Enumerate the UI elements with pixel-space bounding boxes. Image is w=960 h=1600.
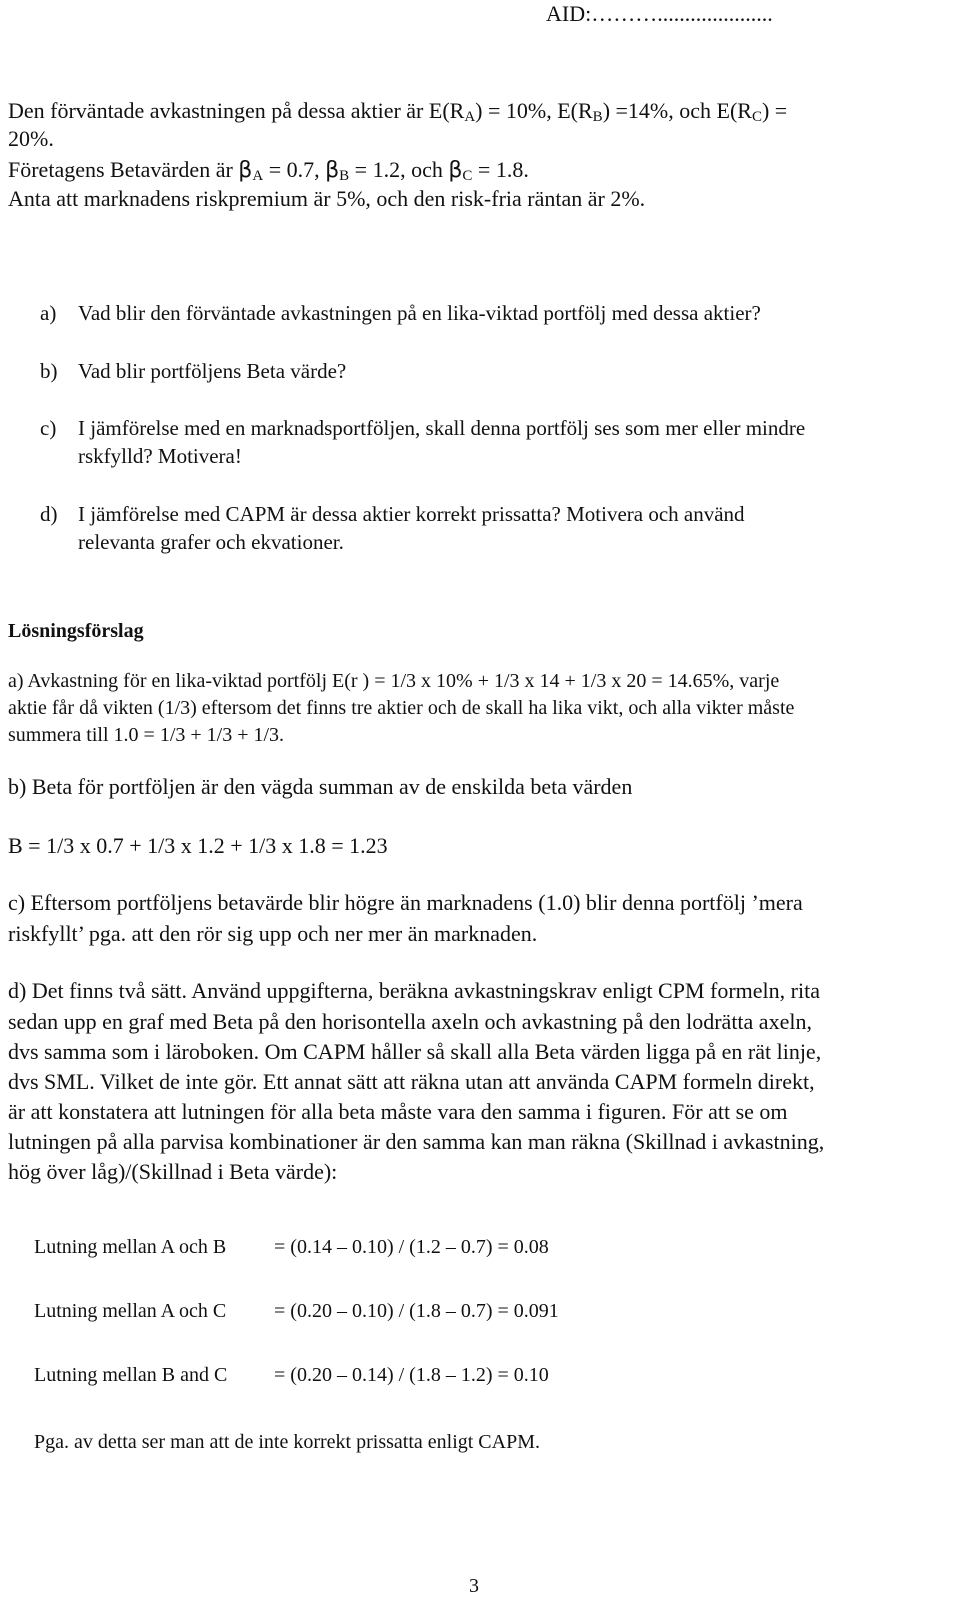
intro-line2: 20%.	[8, 126, 54, 151]
solution-d-line: d) Det finns två sätt. Använd uppgifterna, beräkna avkastningskrav enligt CPM formeln, rita	[8, 978, 820, 1003]
question-c-line2: rskfylld? Motivera!	[78, 444, 242, 468]
solution-a-line1: a) Avkastning för en lika-viktad portfölj E(r ) = 1/3 x 10% + 1/3 x 14 + 1/3 x 20 = 14.65%, varje	[8, 670, 780, 692]
solution-b-line1: b) Beta för portföljen är den vägda summan av de enskilda beta värden	[8, 774, 633, 799]
solution-c-line2: riskfyllt’ pga. att den rör sig upp och ner mer än marknaden.	[8, 921, 538, 946]
solution-b-formula: B = 1/3 x 0.7 + 1/3 x 1.2 + 1/3 x 1.8 = 1.23	[8, 833, 388, 858]
solution-heading: Lösningsförslag	[8, 620, 144, 642]
question-d-line2: relevanta grafer och ekvationer.	[78, 530, 344, 554]
solution-d-line: är att konstatera att lutningen för alla beta måste vara den samma i figuren. För att se om	[8, 1099, 788, 1124]
slope-a-c: Lutning mellan A och C = (0.20 – 0.10) / (1.8 – 0.7) = 0.091	[34, 1300, 559, 1322]
solution-d-line: lutningen på alla parvisa kombinationer är den samma kan man räkna (Skillnad i avkastning,	[8, 1129, 825, 1154]
question-d: d) I jämförelse med CAPM är dessa aktier korrekt prissatta? Motivera och använd	[40, 502, 745, 526]
question-c: c) I jämförelse med en marknadsportföljen, skall denna portfölj ses som mer eller mindre	[40, 416, 806, 440]
page-number: 3	[469, 1575, 479, 1597]
solution-d-line: dvs samma som i läroboken. Om CAPM håller så skall alla Beta värden ligga på en rät linje,	[8, 1039, 822, 1064]
solution-a-line2: aktie får då vikten (1/3) eftersom det finns tre aktier och de skall ha lika vikt, och alla vikter måste	[8, 697, 795, 719]
aid-header: AID:……….....................	[546, 1, 773, 26]
solution-conclusion: Pga. av detta ser man att de inte korrekt prissatta enligt CAPM.	[34, 1431, 540, 1453]
question-a: a) Vad blir den förväntade avkastningen på en lika-viktad portfölj med dessa aktier?	[40, 301, 761, 325]
intro-market-premium: Anta att marknadens riskpremium är 5%, och den risk-fria räntan är 2%.	[8, 186, 646, 211]
solution-d-line: sedan upp en graf med Beta på den horisontella axeln och avkastning på den lodrätta axeln,	[8, 1009, 812, 1034]
solution-a-line3: summera till 1.0 = 1/3 + 1/3 + 1/3.	[8, 724, 285, 746]
intro-expected-returns: Den förväntade avkastningen på dessa aktier är $E(R_A) = 10\%$, $E(R_B) =14\%$, och $E(R_C)$ =	[8, 98, 788, 125]
slope-a-b: Lutning mellan A och B = (0.14 – 0.10) / (1.2 – 0.7) = 0.08	[34, 1236, 549, 1258]
slope-b-c: Lutning mellan B and C = (0.20 – 0.14) / (1.8 – 1.2) = 0.10	[34, 1364, 549, 1386]
question-b: b) Vad blir portföljens Beta värde?	[40, 359, 347, 383]
intro-betas: Företagens Betavärden är $\beta_A = 0.7$, $\beta_B = 1.2$, och $\beta_C = 1.8$.	[8, 157, 529, 184]
solution-c-line1: c) Eftersom portföljens betavärde blir högre än marknadens (1.0) blir denna portfölj ’mera	[8, 890, 803, 915]
solution-d-line: dvs SML. Vilket de inte gör. Ett annat sätt att räkna utan att använda CAPM formeln direkt,	[8, 1069, 815, 1094]
solution-d-line: hög över låg)/(Skillnad i Beta värde):	[8, 1159, 338, 1184]
